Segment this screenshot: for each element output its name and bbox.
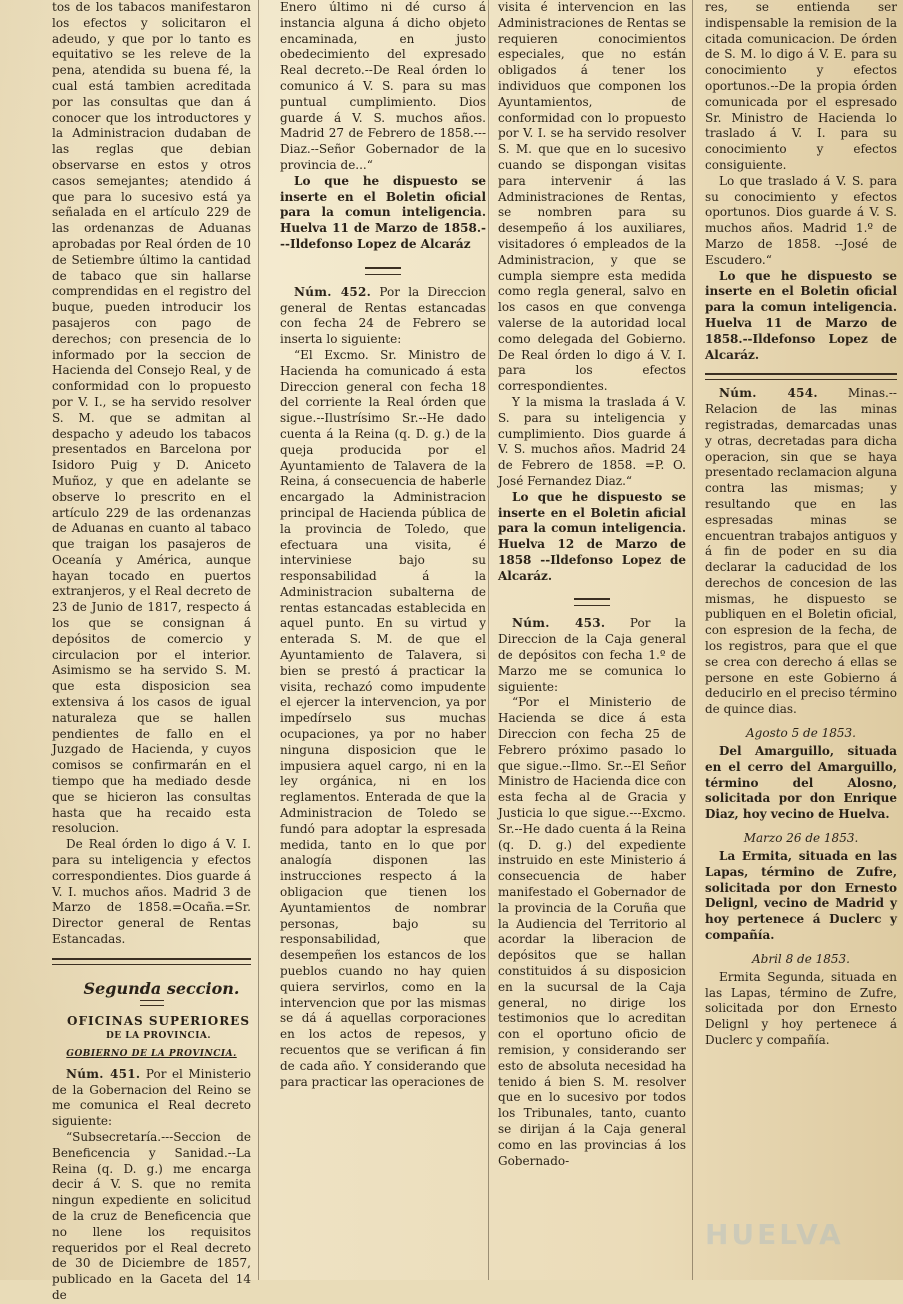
text-paragraph: “Por el Ministerio de Hacienda se dice á esta Direccion con fecha 25 de Febrero próximo pasado lo que sigue.--Ilmo. Sr.--El Señor Ministro de Hacienda dice con esta fecha al de Gracia y Justicia lo que sigue.---Excmo. Sr.--He dado cuenta á la Reina (q. D. g.) del expediente instruido en este Ministerio á consecuencia de haber manifestado el Gobernador de la provincia de la Coruña que la Audiencia del Territorio al acordar la liberacion de depósitos que se hallan constituidos á su disposicion en la sucursal de la Caja general, no dirige los testimonios que lo acreditan con el oportuno oficio de remision, y considerando ser esto de absoluta necesidad ha tenido á bien S. M. resolver que en lo sucesivo por todos los Tribunales, tanto, cuanto se dirijan á la Caja general como en las provincias á los Gobernado- xyxy=(498,695,686,1168)
column-2 xyxy=(260,0,490,1280)
text-paragraph: Lo que traslado á V. S. para su conocimiento y efectos oportunos. Dios guarde á V. S. muchos años. Madrid 1.º de Marzo de 1858. --José de Escudero.“ xyxy=(705,173,897,267)
divider xyxy=(365,267,401,275)
notice-intro: Por la Direccion de la Caja general de depósitos con fecha 1.º de Marzo me se comunica lo siguiente: xyxy=(498,616,686,694)
notice-number: Núm. 452. xyxy=(294,284,372,299)
mine-entry: Ermita Segunda, situada en las Lapas, término de Zufre, solicitada por don Ernesto Delignl y hoy pertenece á Duclerc y compañía. xyxy=(705,969,897,1048)
date-heading: Agosto 5 de 1853. xyxy=(746,726,856,741)
text-paragraph: Lo que he dispuesto se inserte en el Boletin oficial para la comun inteligencia. Huelva 11 de Marzo de 1858.---Ildefonso Lopez de Alcaráz xyxy=(280,173,486,251)
date-heading: Marzo 26 de 1853. xyxy=(743,831,859,846)
section-title: Segunda seccion. xyxy=(83,978,240,998)
section-rule xyxy=(705,373,897,380)
text-paragraph: “El Excmo. Sr. Ministro de Hacienda ha comunicado á esta Direccion general con fecha 18 del corriente la Real órden que sigue.--Ilustrísimo Sr.--He dado cuenta á la Reina (q. D. g.) de la queja producida por el Ayuntamiento de Talavera de la Reina, á consecuencia de haberle encargado la Administracion principal de Hacienda pública de la provincia de Toledo, que efectuara una visita, é interviniese bajo su responsabilidad á la Administracion subalterna de rentas estancadas establecida en aquel punto. En su virtud y enterada S. M. de que el Ayuntamiento de Talavera, si bien se prestó á practicar la visita, rechazó como impudente el ejercer la intervencion, ya por impedírselo sus muchas ocupaciones, ya por no haber ninguna disposicion que le impusiera aquel cargo, ni en la ley orgánica, ni en los reglamentos. Enterada de que la Administracion de Toledo se fundó para adoptar la espresada medida, tanto en lo que por analogía disponen las instrucciones respecto á la obligacion que tienen los Ayuntamientos de nombrar personas, bajo su responsabilidad, que desempeñen los estancos de los pueblos cuando no hay quien quiera servirlos, como en la intervencion que por las mismas se dá á aquellas corporaciones en los actos de repesos, y recuentos que se verifican á fin de cada año. Y considerando que para practicar las operaciones de xyxy=(280,347,486,1089)
column-divider xyxy=(258,0,259,1280)
section-subtitle: DE LA PROVINCIA. xyxy=(105,1030,212,1041)
notice-number: Núm. 453. xyxy=(512,616,606,631)
text-paragraph: Enero último ni dé curso á instancia alguna á dicho objeto encaminada, en justo obedecimiento del expresado Real decreto.--De Real órden lo comunico á V. S. para su mas puntual cumplimiento. Dios guarde á V. S. muchos años. Madrid 27 de Febrero de 1858.---Diaz.--Señor Gobernador de la provincia de...“ xyxy=(280,0,486,172)
library-watermark: HUELVA xyxy=(705,1218,844,1251)
notice-intro: Por el Ministerio de la Gobernacion del Reino se me comunica el Real decreto siguiente: xyxy=(52,1066,251,1129)
divider xyxy=(574,598,610,606)
notice-intro: Minas.--Relacion de las minas registradas, demarcadas unas y otras, decretadas para dicha operacion, sin que se haya presentado reclamacion alguna contra las mismas; y resultando que en las espresadas minas se encuentran trabajos antiguos y á fin de poder en su dia declarar la caducidad de los derechos de concesion de las mismas, he dispuesto se publiquen en el Boletin oficial, con espresion de la fecha, de los registros, para que el que se crea con derecho á ellas se persone en este Gobierno á deducirlo en el preciso término de quince dias. xyxy=(705,386,897,717)
text-paragraph: Lo que he dispuesto se inserte en el Boletin oficial para la comun inteligencia. Huelva 11 de Marzo de 1858.--Ildefonso Lopez de Alcaráz. xyxy=(705,268,897,362)
text-paragraph: “Subsecretaría.---Seccion de Beneficencia y Sanidad.--La Reina (q. D. g.) me encarga decir á V. S. que no remita ningun expediente en solicitud de la cruz de Beneficencia que no llene los requisitos requeridos por el Real decreto de 30 de Diciembre de 1857, publicado en la Gaceta del 14 de xyxy=(52,1130,251,1302)
mine-entry: Del Amarguillo, situada en el cerro del Amarguillo, término del Alosno, solicitada por don Enrique Diaz, hoy vecino de Huelva. xyxy=(705,744,897,822)
section-subtitle: GOBIERNO DE LA PROVINCIA. xyxy=(66,1048,237,1059)
notice-intro: Por la Direccion general de Rentas estancadas con fecha 24 de Febrero se inserta lo siguiente: xyxy=(280,284,486,347)
text-paragraph: res, se entienda ser indispensable la remision de la citada comunicacion. De órden de S. M. lo digo á V. E. para su conocimiento y efectos oportunos.--De la propia órden comunicada por el espresado Sr. Ministro de Hacienda lo traslado á V. I. para su conocimiento y efectos consiguiente. xyxy=(705,0,897,172)
notice-number: Núm. 451. xyxy=(66,1066,141,1081)
text-paragraph: De Real órden lo digo á V. I. para su inteligencia y efectos correspondientes. Dios guarde á V. I. muchos años. Madrid 3 de Marzo de 1858.=Ocaña.=Sr. Director general de Rentas Estancadas. xyxy=(52,837,251,947)
mine-entry: La Ermita, situada en las Lapas, término de Zufre, solicitada por don Ernesto Delignl, vecino de Madrid y hoy pertenece á Duclerc y compañía. xyxy=(705,849,897,943)
section-rule xyxy=(52,958,251,965)
text-paragraph: visita é intervencion en las Administraciones de Rentas se requieren conocimientos especiales, que no están obligados á tener los individuos que componen los Ayuntamientos, de conformidad con lo propuesto por V. I. se ha servido resolver S. M. que que en lo sucesivo cuando se dispongan visitas para intervenir á las Administraciones de Rentas, se nombren para su desempeño á los auxiliares, visitadores ó empleados de la Administracion, y que se cumpla siempre esta medida como regla general, salvo en los casos en que convenga valerse de la autoridad local como delegada del Gobierno. De Real órden lo digo á V. I. para los efectos correspondientes. xyxy=(498,0,686,394)
column-3 xyxy=(490,0,690,1280)
date-heading: Abril 8 de 1853. xyxy=(752,951,850,966)
section-subtitle: OFICINAS SUPERIORES xyxy=(67,1013,250,1028)
text-paragraph: tos de los tabacos manifestaron los efectos y solicitaron el adeudo, y que por lo tanto es equitativo se les releve de la pena, atendida su buena fé, la cual está tambien acreditada por las consultas que dan á conocer que los introductores y la Administracion dudaban de las reglas que debian observarse en estos y otros casos semejantes; atendido á que para lo sucesivo está ya señalada en el artículo 229 de las ordenanzas de Aduanas aprobadas por Real órden de 10 de Setiembre último la cantidad de tabaco que sin hallarse comprendidas en el registro del buque, pueden introducir los pasajeros con pago de derechos; con presencia de lo informado por la seccion de Hacienda del Consejo Real, y de conformidad con lo propuesto por V. I., se ha servido resolver S. M. que se admitan al despacho y adeudo los tabacos presentados en Barcelona por Isidoro Puig y D. Aniceto Muñoz, y que en adelante se observe lo prescrito en el artículo 229 de las ordenanzas de Aduanas en cuanto al tabaco que traigan los pasajeros de Oceanía y América, aunque hayan tocado en puertos extranjeros, y el Real decreto de 23 de Junio de 1817, respecto á los que se consignan á depósitos de comercio y circulacion por el interior. Asimismo se ha servido S. M. que esta disposicion sea extensiva á los casos de igual naturaleza que se hallen pendientes de fallo en el Juzgado de Hacienda, y cuyos comisos se confirmarán en el tiempo que ha mediado desde que se hicieron las consultas hasta que ha recaido esta resolucion. xyxy=(52,0,251,836)
text-paragraph: Y la misma la traslada á V. S. para su inteligencia y cumplimiento. Dios guarde á V. S. muchos años. Madrid 24 de Febrero de 1858. =P. O. José Fernandez Diaz.“ xyxy=(498,394,686,488)
ornament xyxy=(140,1000,164,1006)
column-divider xyxy=(692,0,693,1280)
column-4 xyxy=(695,0,903,1280)
text-paragraph: Lo que he dispuesto se inserte en el Boletin aficial para la comun inteligencia. Huelva 12 de Marzo de 1858 --Ildefonso Lopez de Alcaráz. xyxy=(498,489,686,583)
column-1 xyxy=(0,0,257,1302)
notice-number: Núm. 454. xyxy=(719,386,818,401)
